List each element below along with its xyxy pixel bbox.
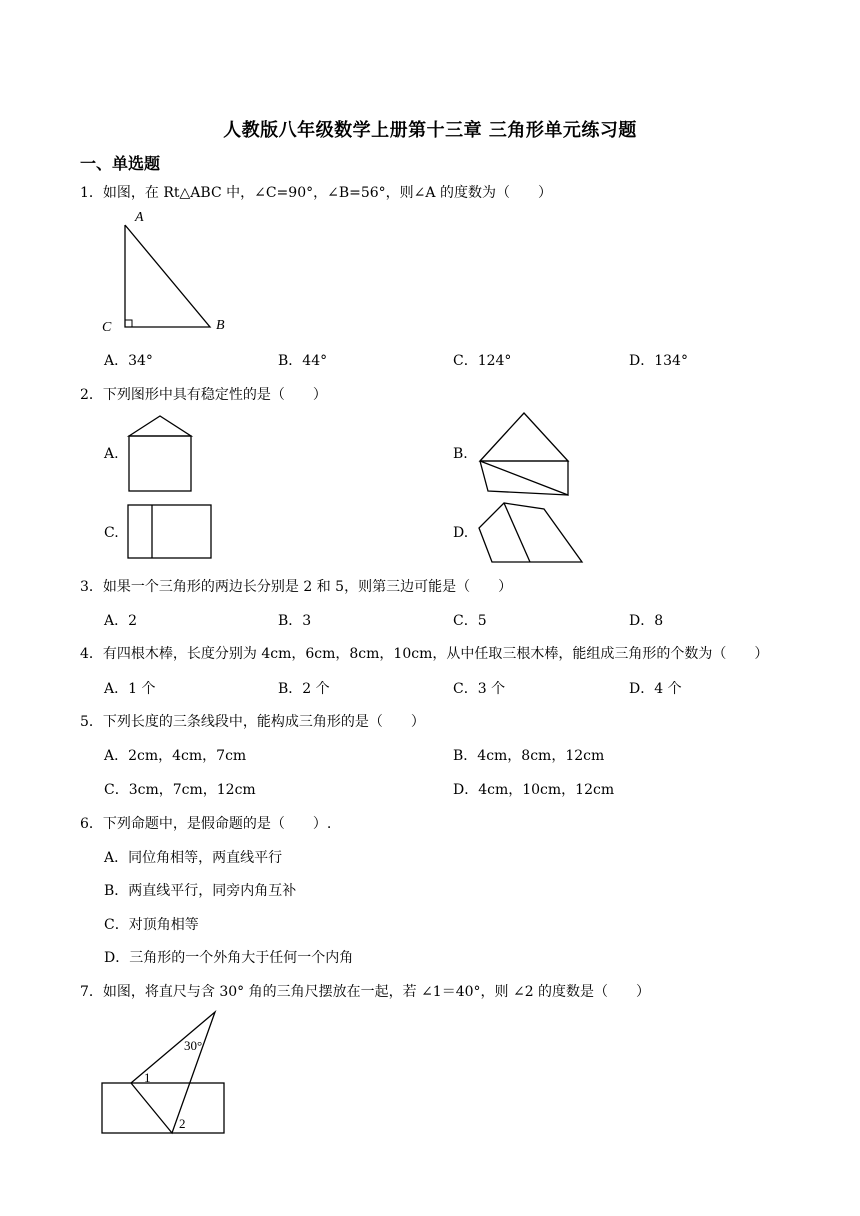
angle-1-label: 1 [144,1070,151,1085]
question-1-stem: 1．如图，在 Rt△ABC 中，∠C=90°，∠B=56°，则∠A 的度数为（ ） [80,185,552,201]
q2-option-b[interactable]: B. [453,446,468,462]
question-7-figure [99,1008,234,1138]
question-1-figure [95,205,245,335]
vertex-label-a: A [135,210,144,225]
question-2-stem: 2．下列图形中具有稳定性的是（ ） [80,387,327,403]
q1-option-a[interactable]: A．34° [104,353,153,369]
angle-2-label: 2 [179,1116,186,1131]
q2-option-d[interactable]: D. [453,525,469,541]
vertex-label-b: B [216,318,225,333]
question-4-stem: 4．有四根木棒，长度分别为 4cm，6cm，8cm，10cm，从中任取三根木棒，能组成三角形的个数为（ ） [80,646,769,662]
q4-option-b[interactable]: B．2 个 [278,681,330,697]
q3-option-c[interactable]: C．5 [453,613,487,629]
q5-option-c[interactable]: C．3cm，7cm，12cm [104,782,256,798]
q6-option-c[interactable]: C．对顶角相等 [104,917,199,933]
q6-option-a[interactable]: A．同位角相等，两直线平行 [104,850,283,866]
q6-option-d[interactable]: D．三角形的一个外角大于任何一个内角 [104,950,354,966]
page-title: 人教版八年级数学上册第十三章 三角形单元练习题 [223,120,637,141]
q2-figure-rectangle [126,503,216,563]
q6-option-b[interactable]: B．两直线平行，同旁内角互补 [104,883,297,899]
q1-option-c[interactable]: C．124° [453,353,512,369]
vertex-label-c: C [102,320,112,335]
q2-figure-triangles [476,411,576,499]
question-3-stem: 3．如果一个三角形的两边长分别是 2 和 5，则第三边可能是（ ） [80,579,513,595]
q3-option-a[interactable]: A．2 [104,613,138,629]
q2-figure-pentagon [476,500,586,568]
q1-option-b[interactable]: B．44° [278,353,328,369]
question-6-stem: 6．下列命题中，是假命题的是（ ）. [80,816,332,832]
angle-30-label: 30° [184,1038,203,1053]
q5-option-b[interactable]: B．4cm，8cm，12cm [453,748,605,764]
q4-option-c[interactable]: C．3 个 [453,681,506,697]
q1-option-d[interactable]: D．134° [629,353,688,369]
q2-option-c[interactable]: C. [104,525,119,541]
q3-option-b[interactable]: B．3 [278,613,312,629]
section-heading: 一、单选题 [80,154,161,173]
question-5-stem: 5．下列长度的三条线段中，能构成三角形的是（ ） [80,714,425,730]
q5-option-d[interactable]: D．4cm，10cm，12cm [453,782,615,798]
q2-option-a[interactable]: A. [104,446,119,462]
q3-option-d[interactable]: D．8 [629,613,664,629]
q4-option-d[interactable]: D．4 个 [629,681,682,697]
q5-option-a[interactable]: A．2cm，4cm，7cm [104,748,247,764]
q2-figure-house [126,414,196,496]
question-7-stem: 7．如图，将直尺与含 30° 角的三角尺摆放在一起，若 ∠1＝40°，则 ∠2 的度数是（ ） [80,984,651,1000]
q4-option-a[interactable]: A．1 个 [104,681,156,697]
